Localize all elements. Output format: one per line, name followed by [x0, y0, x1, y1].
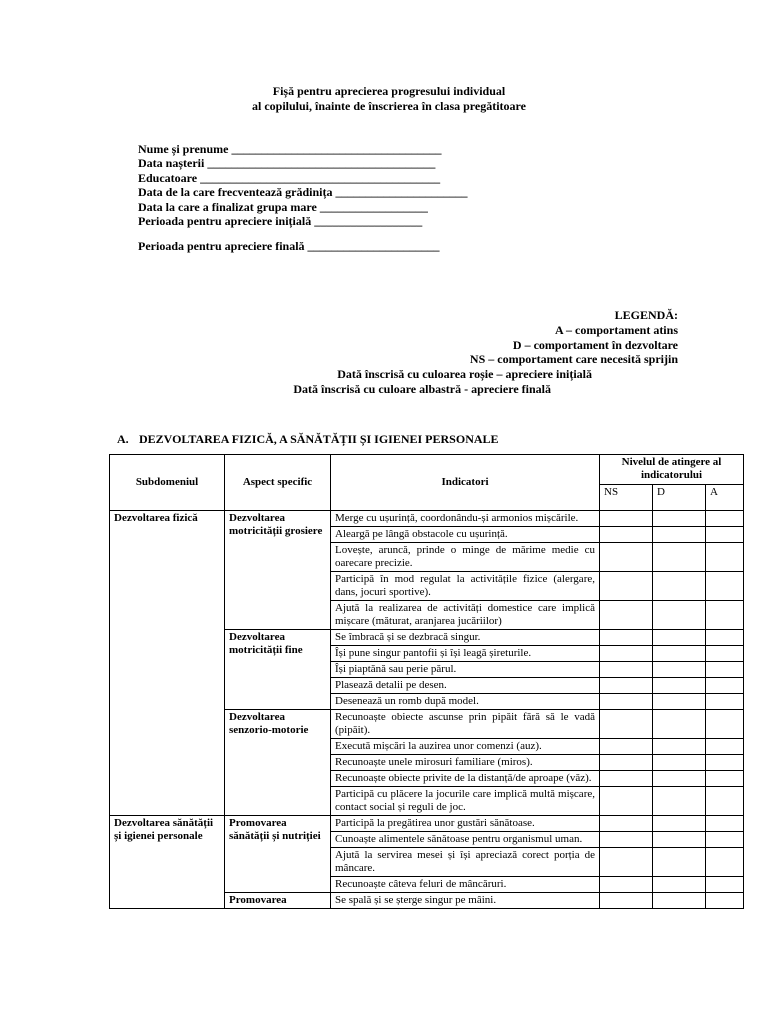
indicator-cell: Plasează detalii pe desen.: [331, 678, 600, 694]
a-cell[interactable]: [706, 755, 744, 771]
d-cell[interactable]: [653, 893, 706, 909]
ns-cell[interactable]: [600, 646, 653, 662]
d-cell[interactable]: [653, 572, 706, 601]
a-cell[interactable]: [706, 646, 744, 662]
indicator-cell: Execută mișcări la auzirea unor comenzi (auz).: [331, 739, 600, 755]
indicator-cell: Recunoaște câteva feluri de mâncăruri.: [331, 877, 600, 893]
legend-ns: NS – comportament care necesită sprijin: [469, 352, 678, 367]
legend-red: Dată înscrisă cu culoarea roșie – apreciere inițială: [337, 367, 592, 382]
a-cell[interactable]: [706, 678, 744, 694]
d-cell[interactable]: [653, 816, 706, 832]
ns-cell[interactable]: [600, 755, 653, 771]
ns-cell[interactable]: [600, 771, 653, 787]
ns-cell[interactable]: [600, 787, 653, 816]
d-cell[interactable]: [653, 877, 706, 893]
table-row: [110, 511, 744, 527]
subdomain-cell: Dezvoltarea fizică: [110, 511, 225, 816]
a-cell[interactable]: [706, 543, 744, 572]
indicator-cell: Își piaptănă sau perie părul.: [331, 662, 600, 678]
field-initial-period: Perioada pentru apreciere inițială __________________: [138, 214, 423, 229]
indicator-cell: Participă în mod regulat la activitățile fizice (alergare, dans, jocuri sportive).: [331, 572, 600, 601]
ns-cell[interactable]: [600, 572, 653, 601]
document-title: [0, 84, 768, 114]
a-cell[interactable]: [706, 662, 744, 678]
a-cell[interactable]: [706, 787, 744, 816]
legend: [293, 308, 678, 397]
legend-a: A – comportament atins: [555, 322, 678, 337]
indicator-cell: Își pune singur pantofii și își leagă șireturile.: [331, 646, 600, 662]
field-kindergarten-since: Data de la care frecventează grădinița ______________________: [138, 185, 468, 200]
header-a: A: [706, 485, 744, 511]
d-cell[interactable]: [653, 787, 706, 816]
ns-cell[interactable]: [600, 678, 653, 694]
d-cell[interactable]: [653, 771, 706, 787]
aspect-cell: Dezvoltarea motricității grosiere: [225, 511, 331, 630]
d-cell[interactable]: [653, 710, 706, 739]
table-row: [110, 816, 744, 832]
ns-cell[interactable]: [600, 630, 653, 646]
section-heading: [117, 432, 499, 447]
field-birth-date: Data nașterii ______________________________________: [138, 156, 436, 171]
indicator-cell: Recunoaște obiecte privite de la distanță/de aproape (văz).: [331, 771, 600, 787]
ns-cell[interactable]: [600, 601, 653, 630]
aspect-cell: Promovarea sănătății și nutriției: [225, 816, 331, 893]
ns-cell[interactable]: [600, 848, 653, 877]
header-subdomain: Subdomeniul: [110, 455, 225, 511]
d-cell[interactable]: [653, 511, 706, 527]
a-cell[interactable]: [706, 710, 744, 739]
a-cell[interactable]: [706, 848, 744, 877]
indicator-cell: Cunoaște alimentele sănătoase pentru organismul uman.: [331, 832, 600, 848]
ns-cell[interactable]: [600, 662, 653, 678]
indicator-cell: Desenează un romb după model.: [331, 694, 600, 710]
ns-cell[interactable]: [600, 739, 653, 755]
header-indicators: Indicatori: [331, 455, 600, 511]
section-letter: A.: [117, 432, 129, 446]
identification-fields: [138, 142, 468, 254]
field-name: Nume și prenume ___________________________________: [138, 142, 442, 156]
indicator-cell: Se îmbracă și se dezbracă singur.: [331, 630, 600, 646]
indicator-cell: Aleargă pe lângă obstacole cu ușurință.: [331, 527, 600, 543]
d-cell[interactable]: [653, 678, 706, 694]
title-line-1: Fișă pentru aprecierea progresului individual: [272, 84, 506, 98]
legend-heading: LEGENDĂ:: [614, 308, 678, 322]
d-cell[interactable]: [653, 527, 706, 543]
aspect-cell: Promovarea: [225, 893, 331, 909]
assessment-table: [109, 454, 744, 909]
a-cell[interactable]: [706, 893, 744, 909]
indicator-cell: Se spală și se șterge singur pe mâini.: [331, 893, 600, 909]
a-cell[interactable]: [706, 572, 744, 601]
ns-cell[interactable]: [600, 511, 653, 527]
indicator-cell: Participă cu plăcere la jocurile care implică multă mișcare, contact social și reguli de joc.: [331, 787, 600, 816]
legend-d: D – comportament în dezvoltare: [512, 337, 678, 352]
a-cell[interactable]: [706, 816, 744, 832]
aspect-cell: Dezvoltarea senzorio-motorie: [225, 710, 331, 816]
d-cell[interactable]: [653, 755, 706, 771]
ns-cell[interactable]: [600, 694, 653, 710]
a-cell[interactable]: [706, 601, 744, 630]
d-cell[interactable]: [653, 646, 706, 662]
indicator-cell: Ajută la servirea mesei și își apreciază corect porția de mâncare.: [331, 848, 600, 877]
a-cell[interactable]: [706, 511, 744, 527]
ns-cell[interactable]: [600, 877, 653, 893]
field-teacher: Educatoare ________________________________________: [138, 170, 441, 185]
indicator-cell: Ajută la realizarea de activități domestice care implică mișcare (măturat, aranjarea jucăriilor): [331, 601, 600, 630]
a-cell[interactable]: [706, 739, 744, 755]
indicator-cell: Recunoaște unele mirosuri familiare (miros).: [331, 755, 600, 771]
field-finished-group: Data la care a finalizat grupa mare __________________: [138, 199, 428, 214]
d-cell[interactable]: [653, 848, 706, 877]
a-cell[interactable]: [706, 527, 744, 543]
ns-cell[interactable]: [600, 832, 653, 848]
d-cell[interactable]: [653, 832, 706, 848]
d-cell[interactable]: [653, 694, 706, 710]
indicator-cell: Merge cu ușurință, coordonându-și armonios mișcările.: [331, 511, 600, 527]
legend-blue: Dată înscrisă cu culoare albastră - apreciere finală: [293, 381, 551, 396]
section-title: DEZVOLTAREA FIZICĂ, A SĂNĂTĂȚII ȘI IGIENEI PERSONALE: [139, 432, 499, 446]
ns-cell[interactable]: [600, 543, 653, 572]
ns-cell[interactable]: [600, 710, 653, 739]
a-cell[interactable]: [706, 832, 744, 848]
a-cell[interactable]: [706, 877, 744, 893]
header-d: D: [653, 485, 706, 511]
indicator-cell: Recunoaște obiecte ascunse prin pipăit fără să le vadă (pipăit).: [331, 710, 600, 739]
d-cell[interactable]: [653, 543, 706, 572]
header-aspect: Aspect specific: [225, 455, 331, 511]
indicator-cell: Lovește, aruncă, prinde o minge de mărime medie cu oarecare precizie.: [331, 543, 600, 572]
d-cell[interactable]: [653, 739, 706, 755]
a-cell[interactable]: [706, 771, 744, 787]
title-line-2: al copilului, înainte de înscrierea în clasa pregătitoare: [252, 99, 526, 113]
a-cell[interactable]: [706, 694, 744, 710]
ns-cell[interactable]: [600, 527, 653, 543]
header-level: Nivelul de atingere al indicatorului: [600, 455, 744, 485]
indicator-cell: Participă la pregătirea unor gustări sănătoase.: [331, 816, 600, 832]
d-cell[interactable]: [653, 662, 706, 678]
ns-cell[interactable]: [600, 893, 653, 909]
subdomain-cell: Dezvoltarea sănătății și igienei personale: [110, 816, 225, 909]
aspect-cell: Dezvoltarea motricității fine: [225, 630, 331, 710]
d-cell[interactable]: [653, 630, 706, 646]
header-ns: NS: [600, 485, 653, 511]
field-final-period: Perioada pentru apreciere finală ______________________: [138, 239, 440, 254]
a-cell[interactable]: [706, 630, 744, 646]
d-cell[interactable]: [653, 601, 706, 630]
ns-cell[interactable]: [600, 816, 653, 832]
